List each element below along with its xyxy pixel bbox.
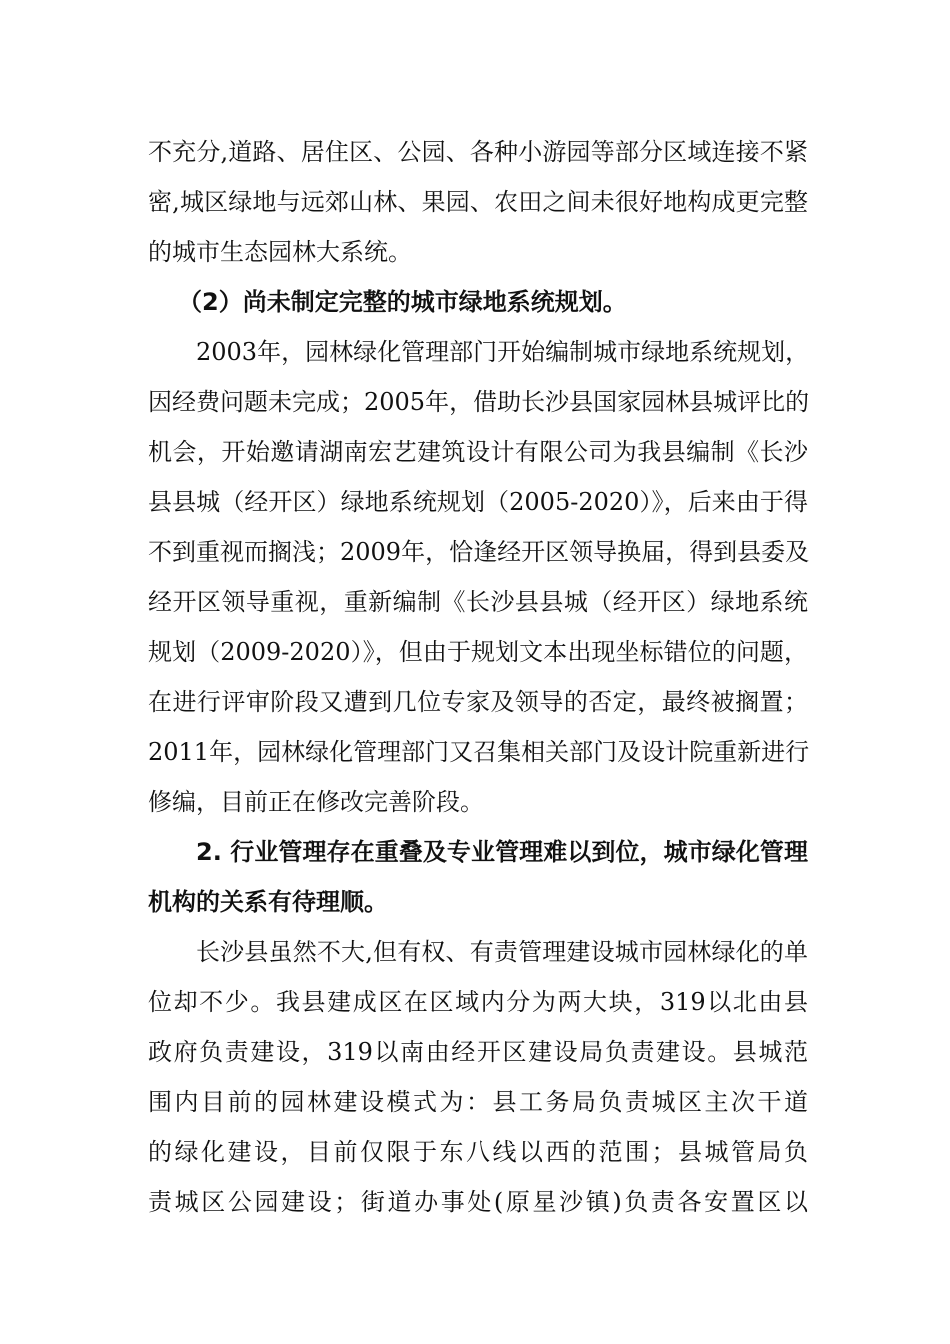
paragraph-line: 不充分,道路、居住区、公园、各种小游园等部分区域连接不紧 bbox=[148, 138, 808, 166]
paragraph-line: 长沙县虽然不大,但有权、有责管理建设城市园林绿化的单 bbox=[196, 938, 808, 966]
paragraph-line: 机会，开始邀请湖南宏艺建筑设计有限公司为我县编制《长沙 bbox=[148, 438, 808, 466]
paragraph-line: 围内目前的园林建设模式为：县工务局负责城区主次干道 bbox=[148, 1088, 808, 1116]
paragraph-line: 政府负责建设，319以南由经开区建设局负责建设。县城范 bbox=[148, 1038, 808, 1066]
paragraph-line: 在进行评审阶段又遭到几位专家及领导的否定，最终被搁置； bbox=[148, 688, 808, 716]
paragraph-line: 因经费问题未完成；2005年，借助长沙县国家园林县城评比的 bbox=[148, 388, 810, 416]
paragraph-line: 密,城区绿地与远郊山林、果园、农田之间未很好地构成更完整 bbox=[148, 188, 808, 216]
paragraph-line: 责城区公园建设；街道办事处(原星沙镇)负责各安置区以 bbox=[148, 1188, 808, 1216]
section-heading: （2）尚未制定完整的城市绿地系统规划。 bbox=[178, 288, 627, 316]
section-heading: 2. 行业管理存在重叠及专业管理难以到位，城市绿化管理 bbox=[196, 838, 808, 866]
paragraph-line: 修编，目前正在修改完善阶段。 bbox=[148, 788, 484, 816]
paragraph-line: 2003年，园林绿化管理部门开始编制城市绿地系统规划， bbox=[196, 338, 810, 366]
paragraph-line: 位却不少。我县建成区在区域内分为两大块，319以北由县 bbox=[148, 988, 808, 1016]
paragraph-line: 的城市生态园林大系统。 bbox=[148, 238, 412, 266]
paragraph-line: 2011年，园林绿化管理部门又召集相关部门及设计院重新进行 bbox=[148, 738, 810, 766]
paragraph-line: 规划（2009-2020）》，但由于规划文本出现坐标错位的问题， bbox=[148, 638, 808, 666]
paragraph-line: 县县城（经开区）绿地系统规划（2005-2020）》，后来由于得 bbox=[148, 488, 808, 516]
paragraph-line: 经开区领导重视，重新编制《长沙县县城（经开区）绿地系统 bbox=[148, 588, 808, 616]
paragraph-line: 的绿化建设，目前仅限于东八线以西的范围；县城管局负 bbox=[148, 1138, 808, 1166]
section-heading: 机构的关系有待理顺。 bbox=[148, 888, 388, 916]
paragraph-line: 不到重视而搁浅；2009年，恰逢经开区领导换届，得到县委及 bbox=[148, 538, 810, 566]
